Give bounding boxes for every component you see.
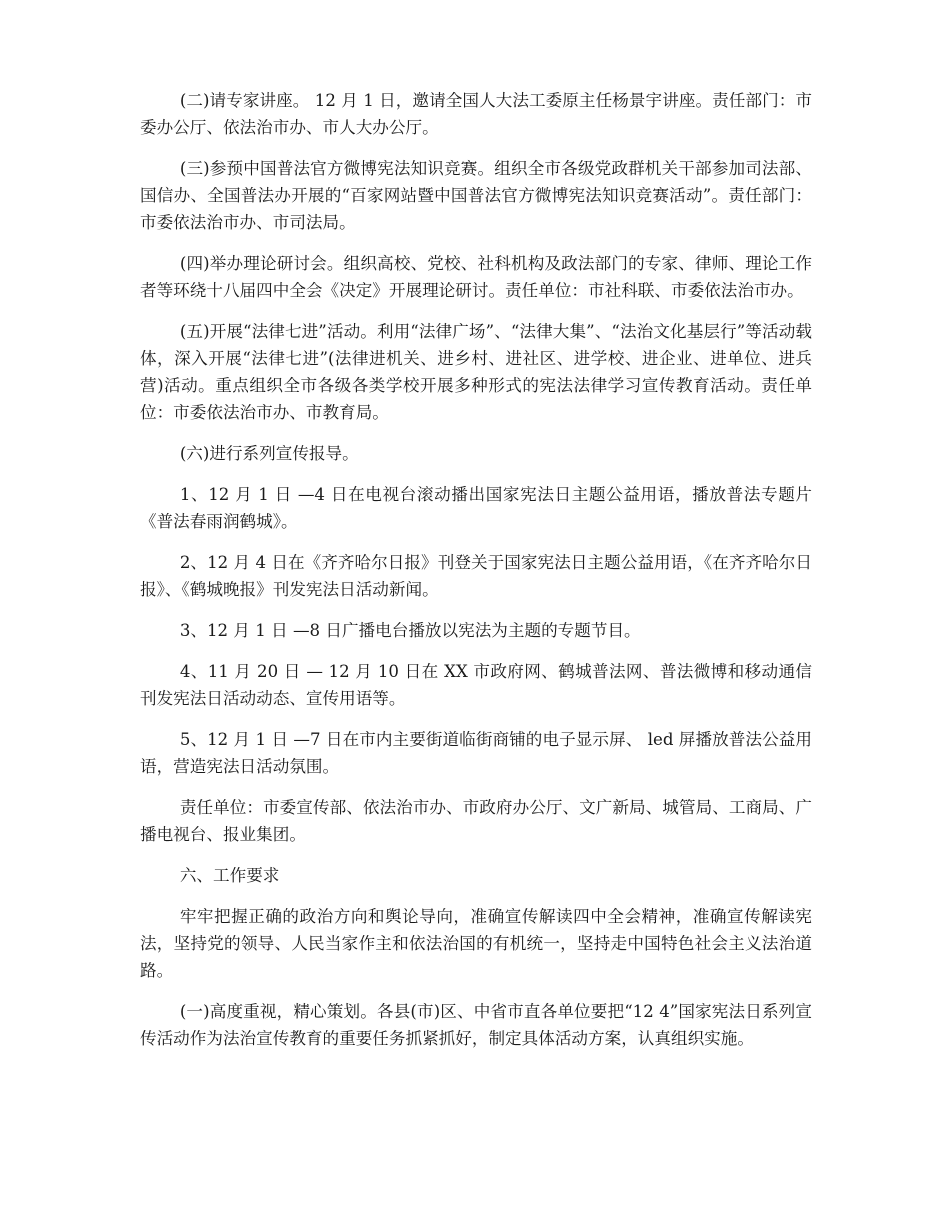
paragraph-political-direction: 牢牢把握正确的政治方向和舆论导向，准确宣传解读四中全会精神，准确宣传解读宪法，坚持党的领导、人民当家作主和依法治国的有机统一，坚持走中国特色社会主义法治道路。 [140, 907, 812, 980]
paragraph-theory-seminar: (四)举办理论研讨会。组织高校、党校、社科机构及政法部门的专家、律师、理论工作者等环绕十八届四中全会《决定》开展理论研讨。责任单位：市社科联、市委依法治市办。 [140, 254, 812, 300]
paragraph-constitution-quiz: (三)参预中国普法官方微博宪法知识竞赛。组织全市各级党政群机关干部参加司法部、国信办、全国普法办开展的“百家网站暨中国普法官方微博宪法知识竞赛活动”。责任部门：市委依法治市办、市司法局。 [140, 159, 812, 232]
paragraph-high-attention: (一)高度重视，精心策划。各县(市)区、中省市直各单位要把“12 4”国家宪法日系列宣传活动作为法治宣传教育的重要任务抓紧抓好，制定具体活动方案，认真组织实施。 [140, 1002, 812, 1048]
paragraph-publicity-item-4: 4、11 月 20 日 — 12 月 10 日在 XX 市政府网、鹤城普法网、普法微博和移动通信刊发宪法日活动动态、宣传用语等。 [140, 662, 812, 708]
paragraph-law-seven-entries: (五)开展“法律七进”活动。利用“法律广场”、“法律大集”、“法治文化基层行”等活动载体，深入开展“法律七进”(法律进机关、进乡村、进社区、进学校、进企业、进单位、进兵营)活动。重点组织全市各级各类学校开展多种形式的宪法法律学习宣传教育活动。责任单位：市委依法治市办、市教育局。 [140, 322, 812, 422]
paragraph-responsible-units: 责任单位：市委宣传部、依法治市办、市政府办公厅、文广新局、城管局、工商局、广播电视台、报业集团。 [140, 798, 812, 844]
document-body [140, 87, 812, 1066]
paragraph-expert-lecture: (二)请专家讲座。 12 月 1 日，邀请全国人大法工委原主任杨景宇讲座。责任部门：市委办公厅、依法治市办、市人大办公厅。 [140, 91, 812, 137]
paragraph-publicity-item-1: 1、12 月 1 日 —4 日在电视台滚动播出国家宪法日主题公益用语，播放普法专题片《普法春雨润鹤城》。 [140, 485, 812, 531]
paragraph-publicity-item-2: 2、12 月 4 日在《齐齐哈尔日报》刊登关于国家宪法日主题公益用语，《在齐齐哈尔日报》、《鹤城晚报》刊发宪法日活动新闻。 [140, 553, 812, 599]
paragraph-publicity-item-5: 5、12 月 1 日 —7 日在市内主要街道临街商铺的电子显示屏、 led 屏播放普法公益用语，营造宪法日活动氛围。 [140, 730, 812, 776]
paragraph-publicity-item-3: 3、12 月 1 日 —8 日广播电台播放以宪法为主题的专题节目。 [179, 621, 641, 640]
paragraph-publicity-heading: (六)进行系列宣传报导。 [179, 444, 359, 463]
section-heading-work-requirements: 六、工作要求 [179, 866, 280, 885]
